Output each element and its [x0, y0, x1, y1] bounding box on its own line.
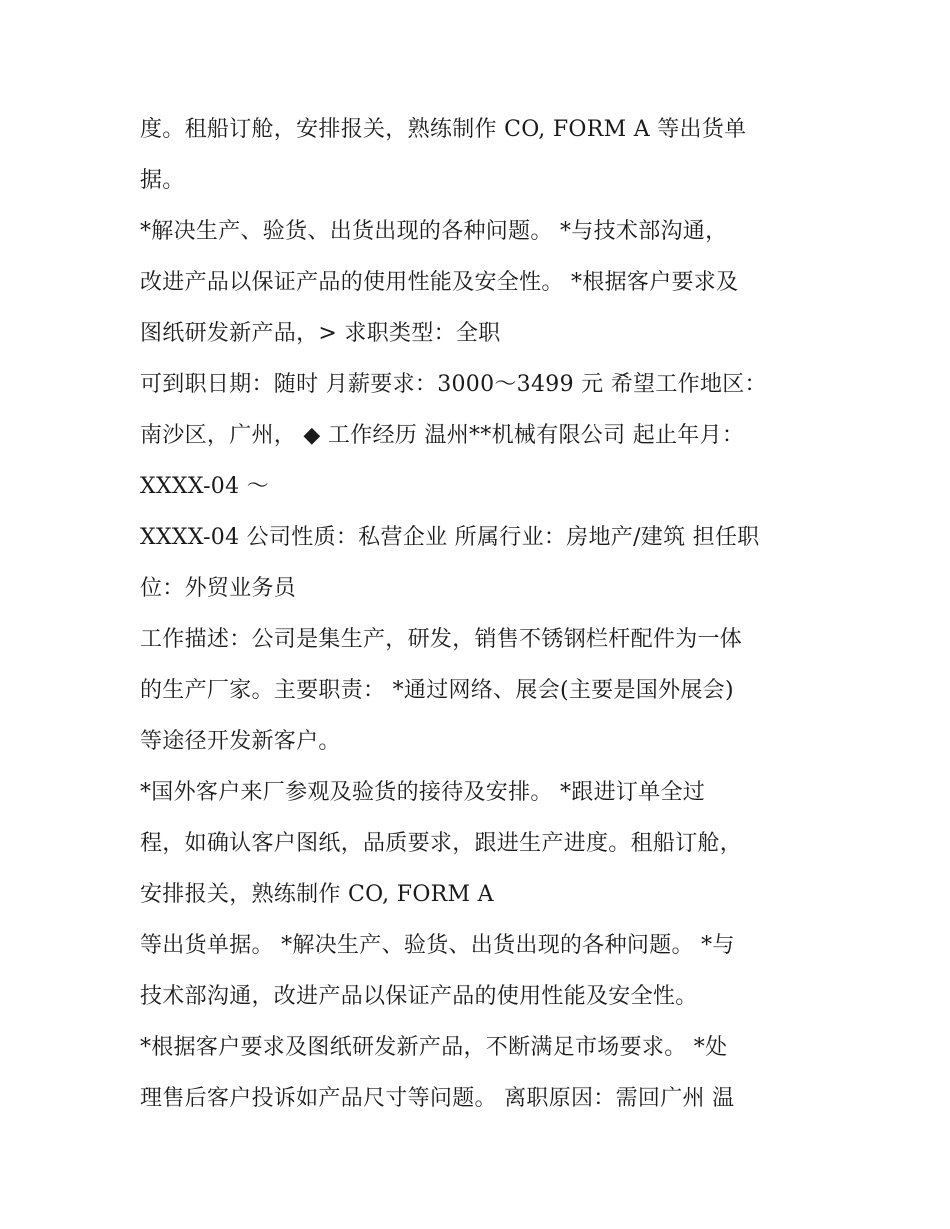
document-body: [140, 104, 820, 1124]
text-line: 等途径开发新客户。: [140, 729, 341, 754]
text-line: *国外客户来厂参观及验货的接待及安排。 *跟进订单全过: [140, 780, 706, 805]
text-line: 的生产厂家。主要职责： *通过网络、展会(主要是国外展会): [140, 678, 734, 703]
text-line: 度。租船订舱，安排报关，熟练制作 CO, FORM A 等出货单: [140, 117, 747, 142]
text-line: XXXX-04 公司性质：私营企业 所属行业：房地产/建筑 担任职: [140, 525, 760, 550]
text-line: 等出货单据。 *解决生产、验货、出货出现的各种问题。 *与: [140, 933, 735, 958]
text-line: 位：外贸业务员: [140, 576, 297, 601]
text-line: 可到职日期：随时 月薪要求：3000～3499 元 希望工作地区：: [140, 372, 767, 397]
text-line: 据。: [140, 168, 185, 193]
text-line: 程，如确认客户图纸，品质要求，跟进生产进度。租船订舱，: [140, 831, 743, 856]
text-line: 技术部沟通，改进产品以保证产品的使用性能及安全性。: [140, 984, 698, 1009]
text-line: 安排报关，熟练制作 CO, FORM A: [140, 882, 494, 907]
text-line: 改进产品以保证产品的使用性能及安全性。 *根据客户要求及: [140, 270, 739, 295]
text-line: *根据客户要求及图纸研发新产品，不断满足市场要求。 *处: [140, 1035, 728, 1060]
text-line: 南沙区，广州， ◆ 工作经历 温州**机械有限公司 起止年月：: [140, 423, 745, 448]
text-line: 工作描述：公司是集生产，研发，销售不锈钢栏杆配件为一体: [140, 627, 743, 652]
text-line: XXXX-04 ～: [140, 474, 269, 499]
text-line: 图纸研发新产品，> 求职类型：全职: [140, 321, 501, 346]
text-line: 理售后客户投诉如产品尺寸等问题。 离职原因：需回广州 温: [140, 1086, 735, 1111]
text-line: *解决生产、验货、出货出现的各种问题。 *与技术部沟通，: [140, 219, 728, 244]
